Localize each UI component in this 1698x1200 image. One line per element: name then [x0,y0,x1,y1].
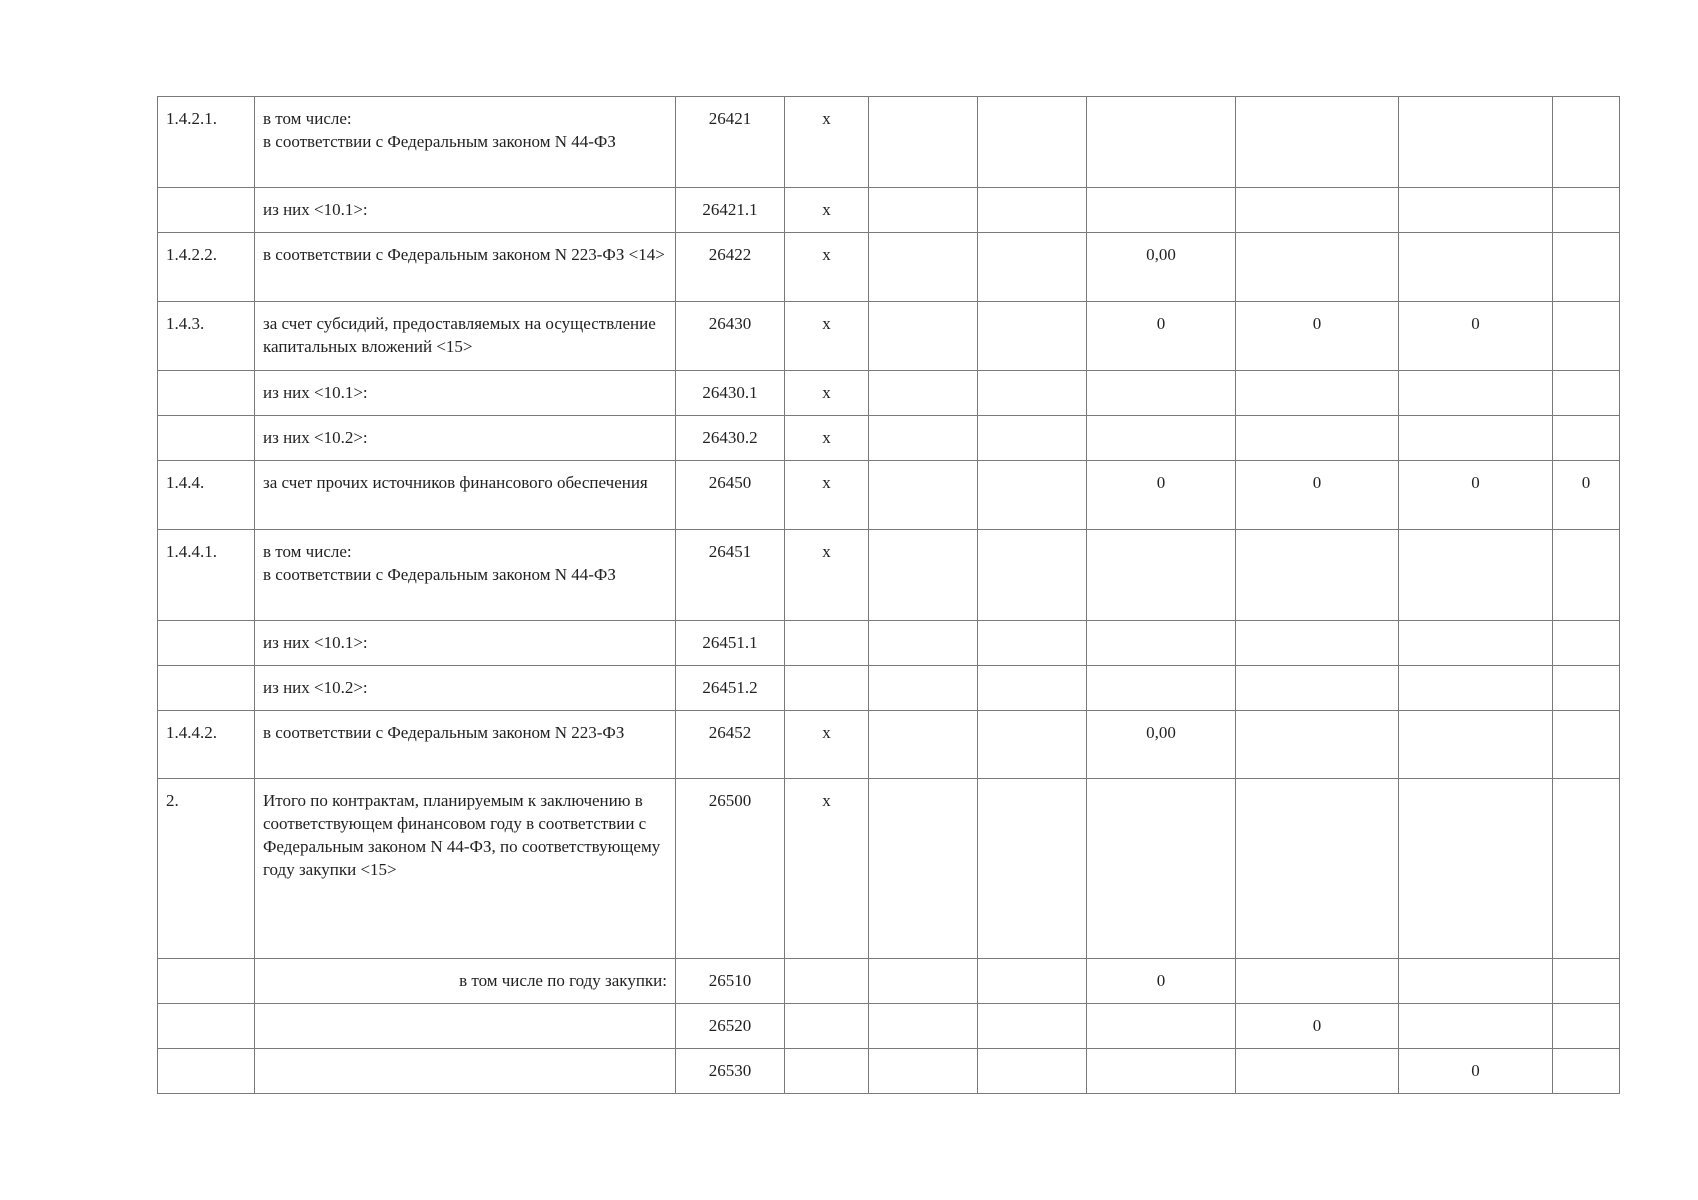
cell-col6 [1399,666,1553,711]
table-row [158,233,1620,302]
cell-col2 [869,371,978,416]
table-row [158,416,1620,461]
cell-col5 [1236,779,1399,959]
table-row [158,711,1620,779]
cell-col2 [869,188,978,233]
cell-col2 [869,1004,978,1049]
cell-col6 [1399,621,1553,666]
cell-col6 [1399,1004,1553,1049]
row-description: Итого по контрактам, планируемым к заключению в соответствующем финансовом году в соответствии с Федеральным законом N 44-ФЗ, по соответствующему году закупки <15> [255,779,676,959]
cell-col3 [978,1004,1087,1049]
cell-col6 [1399,233,1553,302]
cell-col4 [1087,371,1236,416]
cell-col7 [1553,959,1620,1004]
row-description [255,1049,676,1094]
cell-col3 [978,666,1087,711]
cell-col6 [1399,371,1553,416]
cell-col4 [1087,779,1236,959]
row-number: 2. [158,779,255,959]
cell-col4: 0 [1087,959,1236,1004]
cell-col7 [1553,666,1620,711]
cell-col5 [1236,621,1399,666]
cell-col7 [1553,1049,1620,1094]
cell-col1 [785,666,869,711]
cell-col4: 0 [1087,302,1236,371]
cell-col7 [1553,530,1620,621]
row-description: из них <10.1>: [255,188,676,233]
cell-col1: х [785,97,869,188]
table-row [158,621,1620,666]
cell-col1 [785,1049,869,1094]
table-row [158,188,1620,233]
cell-col3 [978,461,1087,530]
cell-col6 [1399,530,1553,621]
cell-col5: 0 [1236,302,1399,371]
row-number [158,666,255,711]
cell-col6 [1399,188,1553,233]
row-code: 26421.1 [676,188,785,233]
table-row [158,461,1620,530]
row-code: 26452 [676,711,785,779]
cell-col1: х [785,530,869,621]
row-number [158,416,255,461]
cell-col7 [1553,302,1620,371]
cell-col3 [978,779,1087,959]
row-description: из них <10.1>: [255,371,676,416]
row-code: 26451.1 [676,621,785,666]
table-row [158,959,1620,1004]
cell-col5: 0 [1236,461,1399,530]
cell-col2 [869,621,978,666]
row-code: 26450 [676,461,785,530]
cell-col3 [978,959,1087,1004]
financial-plan-table [157,96,1620,1094]
row-description: в том числе: в соответствии с Федеральным законом N 44-ФЗ [255,530,676,621]
row-description: из них <10.1>: [255,621,676,666]
table-row [158,779,1620,959]
cell-col1: х [785,416,869,461]
cell-col5 [1236,233,1399,302]
cell-col4 [1087,97,1236,188]
row-number: 1.4.3. [158,302,255,371]
row-code: 26500 [676,779,785,959]
row-code: 26430.1 [676,371,785,416]
row-number [158,371,255,416]
cell-col2 [869,711,978,779]
row-description: в соответствии с Федеральным законом N 223-ФЗ [255,711,676,779]
table-row [158,530,1620,621]
table-row [158,1049,1620,1094]
cell-col1: х [785,302,869,371]
row-description: в соответствии с Федеральным законом N 223-ФЗ <14> [255,233,676,302]
row-number: 1.4.4.1. [158,530,255,621]
row-number: 1.4.2.1. [158,97,255,188]
cell-col2 [869,461,978,530]
cell-col3 [978,97,1087,188]
row-description: за счет прочих источников финансового обеспечения [255,461,676,530]
row-number [158,1004,255,1049]
cell-col5 [1236,97,1399,188]
row-number: 1.4.2.2. [158,233,255,302]
cell-col3 [978,711,1087,779]
table-row [158,97,1620,188]
cell-col5 [1236,188,1399,233]
cell-col6 [1399,416,1553,461]
cell-col1: х [785,188,869,233]
cell-col4 [1087,416,1236,461]
cell-col5 [1236,959,1399,1004]
table-row [158,1004,1620,1049]
row-code: 26510 [676,959,785,1004]
cell-col3 [978,371,1087,416]
cell-col4 [1087,188,1236,233]
cell-col3 [978,1049,1087,1094]
row-code: 26430 [676,302,785,371]
cell-col2 [869,1049,978,1094]
cell-col6: 0 [1399,1049,1553,1094]
cell-col7 [1553,711,1620,779]
row-number: 1.4.4.2. [158,711,255,779]
cell-col4 [1087,666,1236,711]
row-code: 26422 [676,233,785,302]
cell-col7 [1553,1004,1620,1049]
cell-col2 [869,416,978,461]
cell-col1: х [785,711,869,779]
cell-col1: х [785,461,869,530]
row-number [158,959,255,1004]
cell-col3 [978,233,1087,302]
cell-col5: 0 [1236,1004,1399,1049]
cell-col4 [1087,621,1236,666]
cell-col1: х [785,371,869,416]
cell-col7 [1553,779,1620,959]
row-code: 26421 [676,97,785,188]
cell-col6 [1399,959,1553,1004]
cell-col7 [1553,621,1620,666]
cell-col6: 0 [1399,302,1553,371]
cell-col7 [1553,416,1620,461]
table-row [158,371,1620,416]
row-code: 26430.2 [676,416,785,461]
cell-col2 [869,302,978,371]
row-description: из них <10.2>: [255,666,676,711]
cell-col4: 0,00 [1087,233,1236,302]
cell-col7 [1553,233,1620,302]
row-code: 26451 [676,530,785,621]
cell-col1: х [785,779,869,959]
cell-col2 [869,779,978,959]
cell-col4 [1087,1004,1236,1049]
cell-col7 [1553,371,1620,416]
row-description: за счет субсидий, предоставляемых на осуществление капитальных вложений <15> [255,302,676,371]
cell-col5 [1236,530,1399,621]
row-description: в том числе по году закупки: [255,959,676,1004]
cell-col3 [978,621,1087,666]
cell-col7 [1553,97,1620,188]
cell-col1: х [785,233,869,302]
row-number [158,621,255,666]
cell-col4: 0 [1087,461,1236,530]
cell-col3 [978,302,1087,371]
cell-col2 [869,233,978,302]
cell-col6 [1399,779,1553,959]
row-code: 26520 [676,1004,785,1049]
cell-col1 [785,959,869,1004]
cell-col1 [785,621,869,666]
cell-col6 [1399,97,1553,188]
row-description: в том числе: в соответствии с Федеральным законом N 44-ФЗ [255,97,676,188]
cell-col3 [978,188,1087,233]
cell-col2 [869,97,978,188]
cell-col5 [1236,416,1399,461]
cell-col7: 0 [1553,461,1620,530]
cell-col2 [869,530,978,621]
cell-col6 [1399,711,1553,779]
cell-col5 [1236,711,1399,779]
cell-col4 [1087,530,1236,621]
cell-col5 [1236,666,1399,711]
cell-col3 [978,416,1087,461]
cell-col6: 0 [1399,461,1553,530]
row-code: 26451.2 [676,666,785,711]
cell-col3 [978,530,1087,621]
cell-col4: 0,00 [1087,711,1236,779]
row-number [158,188,255,233]
cell-col1 [785,1004,869,1049]
row-number [158,1049,255,1094]
row-description [255,1004,676,1049]
cell-col5 [1236,1049,1399,1094]
table-row [158,666,1620,711]
cell-col7 [1553,188,1620,233]
row-description: из них <10.2>: [255,416,676,461]
cell-col2 [869,666,978,711]
cell-col4 [1087,1049,1236,1094]
table-row [158,302,1620,371]
row-code: 26530 [676,1049,785,1094]
row-number: 1.4.4. [158,461,255,530]
cell-col5 [1236,371,1399,416]
cell-col2 [869,959,978,1004]
